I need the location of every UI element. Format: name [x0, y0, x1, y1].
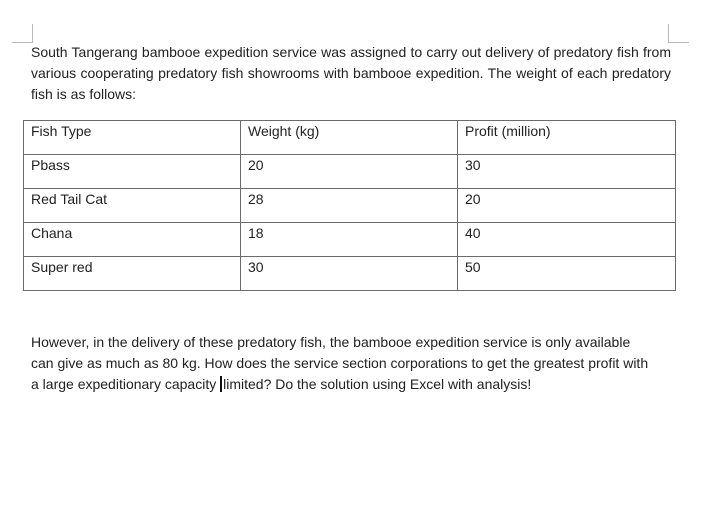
- table-cell[interactable]: Chana: [24, 223, 241, 257]
- table-header-cell[interactable]: Profit (million): [458, 121, 676, 155]
- table-cell[interactable]: 50: [458, 257, 676, 291]
- table-cell[interactable]: 20: [458, 189, 676, 223]
- question-text-before-cursor: However, in the delivery of these predatory fish, the bambooe expedition service is only available can give as much as 80 kg. How does the service section corporations to get the greatest profit with a large expeditionary capacity: [31, 334, 649, 392]
- table-cell[interactable]: Pbass: [24, 155, 241, 189]
- table-header-cell[interactable]: Fish Type: [24, 121, 241, 155]
- text-cursor: [220, 376, 222, 392]
- table-header-row: [24, 121, 676, 155]
- table-cell[interactable]: Super red: [24, 257, 241, 291]
- fish-table[interactable]: [23, 120, 676, 291]
- table-cell[interactable]: 30: [241, 257, 458, 291]
- margin-mark-top-right: [668, 24, 689, 43]
- table-row: [24, 189, 676, 223]
- table-cell[interactable]: 18: [241, 223, 458, 257]
- question-paragraph[interactable]: [31, 332, 651, 395]
- table-row: [24, 155, 676, 189]
- question-text-after-cursor: limited? Do the solution using Excel with analysis!: [223, 376, 532, 392]
- table-cell[interactable]: Red Tail Cat: [24, 189, 241, 223]
- table-row: [24, 257, 676, 291]
- table-cell[interactable]: 28: [241, 189, 458, 223]
- table-cell[interactable]: 20: [241, 155, 458, 189]
- margin-mark-top-left: [12, 24, 33, 43]
- table-cell[interactable]: 40: [458, 223, 676, 257]
- table-row: [24, 223, 676, 257]
- intro-paragraph[interactable]: South Tangerang bambooe expedition service was assigned to carry out delivery of predatory fish from various cooperating predatory fish showrooms with bambooe expedition. The weight of each predatory fish is as follows:: [31, 44, 671, 102]
- table-header-cell[interactable]: Weight (kg): [241, 121, 458, 155]
- table-cell[interactable]: 30: [458, 155, 676, 189]
